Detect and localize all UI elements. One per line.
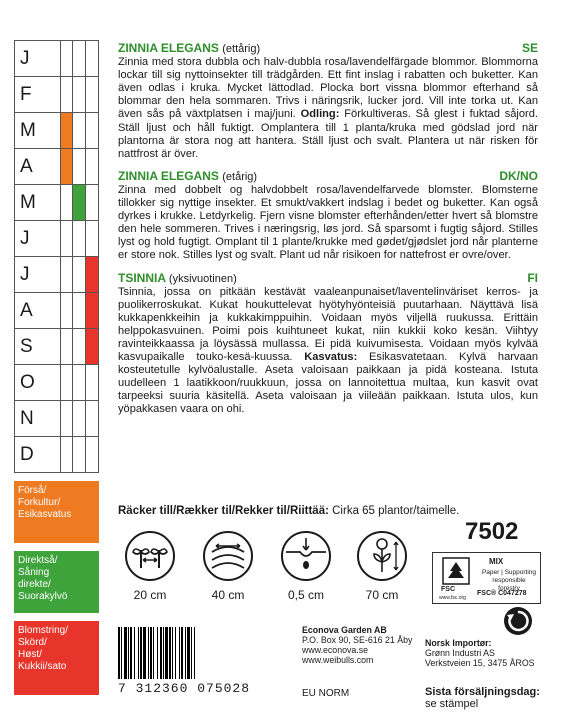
section-body <box>118 184 538 263</box>
calendar-cell <box>60 401 73 437</box>
calendar-cell <box>86 113 99 149</box>
month-label: N <box>15 401 61 437</box>
body-text-a: Zinna med dobbelt og halvdobbelt rosa/lavendelfarvede blomster. Blomsterne tillokker sig nyttige insekter. Et smukt/vakkert indslag i bedet og buketter. Kan også dyrkes i krukke. Letdyrkelig. Fjern visne blomster efterhånden/etter hvert så blomstre den hele sommeren. Trives i næringsrig, løs jord. Så sparsomt i fugtig såjord. Stilles lyst og hold fugtigt. Omplant til 1 plante/krukke med gødet/gjødslet jord når planterne er store nok. Stilles lyst og svalt. Plant ud når risikoen for nattefrost er ovre/over. <box>118 183 538 262</box>
section-se <box>118 42 538 161</box>
fsc-description: Paper | Supporting responsible forestry <box>481 569 537 592</box>
legend-line: Förså/ <box>18 485 47 496</box>
month-label: A <box>15 149 61 185</box>
language-code: FI <box>527 270 538 285</box>
calendar-row <box>15 113 99 149</box>
calendar-cell <box>73 149 86 185</box>
company-info <box>302 625 412 665</box>
section-subtitle: (etårig) <box>222 170 258 183</box>
calendar-cell <box>86 77 99 113</box>
calendar-cell <box>86 185 99 221</box>
calendar-cell <box>60 77 73 113</box>
section-body <box>118 286 538 417</box>
calendar-cell <box>86 41 99 77</box>
importer-name: Grønn Industri AS <box>425 648 495 658</box>
month-label: M <box>15 113 61 149</box>
calendar-cell <box>60 293 73 329</box>
section-heading <box>118 272 538 286</box>
calendar-cell <box>86 257 99 293</box>
legend-line: Blomstring/ <box>18 625 69 636</box>
calendar-cell <box>73 293 86 329</box>
company-web: www.weibulls.com <box>302 655 374 665</box>
language-code: SE <box>521 41 538 55</box>
calendar-row <box>15 77 99 113</box>
legend-line: Forkultur/ <box>18 497 61 508</box>
calendar-row <box>15 365 99 401</box>
barcode-bars <box>118 627 290 679</box>
last-sale-date <box>425 686 540 710</box>
fsc-mix: MIX <box>489 557 504 566</box>
section-subtitle: (ettårig) <box>222 43 261 55</box>
month-label: J <box>15 257 61 293</box>
section-subtitle: (yksivuotinen) <box>168 272 237 285</box>
legend-line: Kukkii/sato <box>18 661 67 672</box>
calendar-cell <box>60 185 73 221</box>
sowing-depth <box>274 530 338 602</box>
calendar-cell <box>73 437 86 473</box>
section-fi <box>118 272 538 417</box>
barcode-bar <box>195 627 197 679</box>
body-bold: Odling: <box>300 108 340 121</box>
calendar-cell <box>60 221 73 257</box>
fsc-logo-text: FSC <box>441 586 455 593</box>
barcode-number: 7 312360 075028 <box>118 681 251 696</box>
icon-label: 70 cm <box>365 588 399 602</box>
section-title: TSINNIA <box>118 270 166 285</box>
calendar-cell <box>73 329 86 365</box>
fsc-code: FSC® C047278 <box>477 590 527 597</box>
calendar-row <box>15 185 99 221</box>
calendar-cell <box>86 437 99 473</box>
last-sale-value: se stämpel <box>425 698 479 710</box>
icon-label: 20 cm <box>133 588 167 602</box>
calendar-row <box>15 149 99 185</box>
sowing-depth-icon <box>280 530 332 582</box>
legend-sow-direct <box>14 551 99 613</box>
month-label: F <box>15 77 61 113</box>
month-label: S <box>15 329 61 365</box>
fsc-label <box>432 552 541 604</box>
legend-line: direkte/ <box>18 579 51 590</box>
calendar-row <box>15 437 99 473</box>
calendar-cell <box>60 437 73 473</box>
icon-label: 0,5 cm <box>287 588 324 602</box>
legend-bloom <box>14 621 99 695</box>
calendar-cell <box>86 401 99 437</box>
calendar-cell <box>73 185 86 221</box>
row-spacing <box>118 530 182 602</box>
calendar-row <box>15 401 99 437</box>
calendar-grid <box>14 40 99 473</box>
calendar-cell <box>73 365 86 401</box>
sowing-calendar <box>14 40 99 695</box>
body-bold: Kasvatus: <box>304 351 358 364</box>
legend-line: Esikasvatus <box>18 509 72 520</box>
section-title: ZINNIA ELEGANS <box>118 41 219 55</box>
month-label: A <box>15 293 61 329</box>
row-spacing-icon <box>124 530 176 582</box>
calendar-row <box>15 257 99 293</box>
calendar-cell <box>86 149 99 185</box>
recycle-icon <box>503 606 533 636</box>
plant-spacing <box>196 530 260 602</box>
calendar-cell <box>86 329 99 365</box>
barcode <box>118 627 290 696</box>
calendar-cell <box>73 221 86 257</box>
legend-line: Såning <box>18 567 50 578</box>
legend-sow-indoor <box>14 481 99 543</box>
yield-value: Cirka 65 plantor/taimelle. <box>332 505 460 517</box>
calendar-cell <box>73 113 86 149</box>
icon-label: 40 cm <box>211 588 245 602</box>
calendar-cell <box>73 257 86 293</box>
body-text-a: Tsinnia, jossa on pitkään kestävät vaaleanpunaiset/laventelinväriset kerros- ja puolikerroskukat. Kukat houkuttelevat hyötyhyönteisiä puutarhaan. Näyttävä lisä kukkapenkkeihin ja kukkakimppuihin. Voidaan myös viljellä ruukussa. Erittäin helppokasvuinen. Poimi pois kuihtuneet kukat, niin kukkii koko kesän. Viihtyy ravinteikkaassa ja löysässä mullassa. Ei pidä kuivumisesta. Voidaan myös kylvää kasvupaikalle touko-kesä-kuussa. <box>118 285 538 364</box>
plant-height <box>350 530 414 602</box>
plant-spacing-icon <box>202 530 254 582</box>
importer-label: Norsk Importør: <box>425 638 492 648</box>
language-code: DK/NO <box>499 168 538 183</box>
legend-line: Skörd/ <box>18 637 47 648</box>
calendar-row <box>15 329 99 365</box>
calendar-row <box>15 293 99 329</box>
company-address: P.O. Box 90, SE-616 21 Åby <box>302 635 413 645</box>
legend-line: Direktså/ <box>18 555 58 566</box>
company-web: www.econova.se <box>302 645 369 655</box>
calendar-cell <box>60 149 73 185</box>
section-title: ZINNIA ELEGANS <box>118 168 219 183</box>
body-text-b: Esikasvatetaan. Kylvä harvaan kosteutetulle kylvöalustalle. Aseta valoisaan paikkaan ja pidä kosteana. Istuta uudelleen 1 laatikkoon/ruukkuun, jossa on lannoitettua multaa, kun kasvit ovat tarpeeksi suuria käsitellä. Aseta valoisaan ja viileään paikkaan. Istuta ulos, kun yöpakkasen vaara on ohi. <box>118 351 538 416</box>
calendar-row <box>15 221 99 257</box>
month-label: J <box>15 41 61 77</box>
month-label: J <box>15 221 61 257</box>
legend-line: Suorakylvö <box>18 591 68 602</box>
eu-norm: EU NORM <box>302 688 350 699</box>
section-dk-no <box>118 170 538 263</box>
company-name: Econova Garden AB <box>302 625 387 635</box>
month-label: O <box>15 365 61 401</box>
importer-info <box>425 638 535 668</box>
last-sale-label: Sista försäljningsdag: <box>425 686 540 698</box>
description-area <box>118 42 538 426</box>
calendar-cell <box>86 365 99 401</box>
legend-line: Høst/ <box>18 649 42 660</box>
section-heading <box>118 42 538 56</box>
calendar-cell <box>73 77 86 113</box>
calendar-row <box>15 41 99 77</box>
calendar-cell <box>60 113 73 149</box>
importer-address: Verkstveien 15, 3475 ÅROS <box>425 658 535 668</box>
body-text-b: Förkultiveras. Så glest i fuktad såjord. Ställ ljust och håll fuktigt. Omplantera till 1 planta/kruka med gödslad jord när plantorna är stora nog att hantera. Ställ ljust och svalt. Plantera ut när risken för nattfrost är över. <box>118 108 538 160</box>
section-heading <box>118 170 538 184</box>
calendar-cell <box>73 401 86 437</box>
cultivation-icons <box>118 530 418 620</box>
product-code: 7502 <box>465 518 519 545</box>
calendar-cell <box>60 365 73 401</box>
month-label: D <box>15 437 61 473</box>
calendar-cell <box>60 41 73 77</box>
section-body <box>118 56 538 161</box>
calendar-cell <box>60 329 73 365</box>
fsc-url: www.fsc.org <box>439 595 466 601</box>
calendar-cell <box>86 221 99 257</box>
fsc-tree-icon <box>439 556 473 586</box>
calendar-cell <box>86 293 99 329</box>
yield-label: Räcker till/Rækker til/Rekker til/Riittää: <box>118 505 329 517</box>
month-label: M <box>15 185 61 221</box>
calendar-cell <box>73 41 86 77</box>
yield-info <box>118 505 459 517</box>
calendar-cell <box>60 257 73 293</box>
plant-height-icon <box>356 530 408 582</box>
body-text-a: Zinnia med stora dubbla och halv-dubbla rosa/lavendelfärgade blommor. Blommorna lockar till sig nyttoinsekter till trädgården. Ett fint inslag i rabatten och buketter. Kan även odlas i kruka. Mycket lättodlad. Plocka bort vissna blommor efterhand så blommar den hela sommaren. Trivs i näringsrik, lucker jord. Vill inte torka ut. Kan även sås på växtplatsen i maj/juni. <box>118 56 538 121</box>
